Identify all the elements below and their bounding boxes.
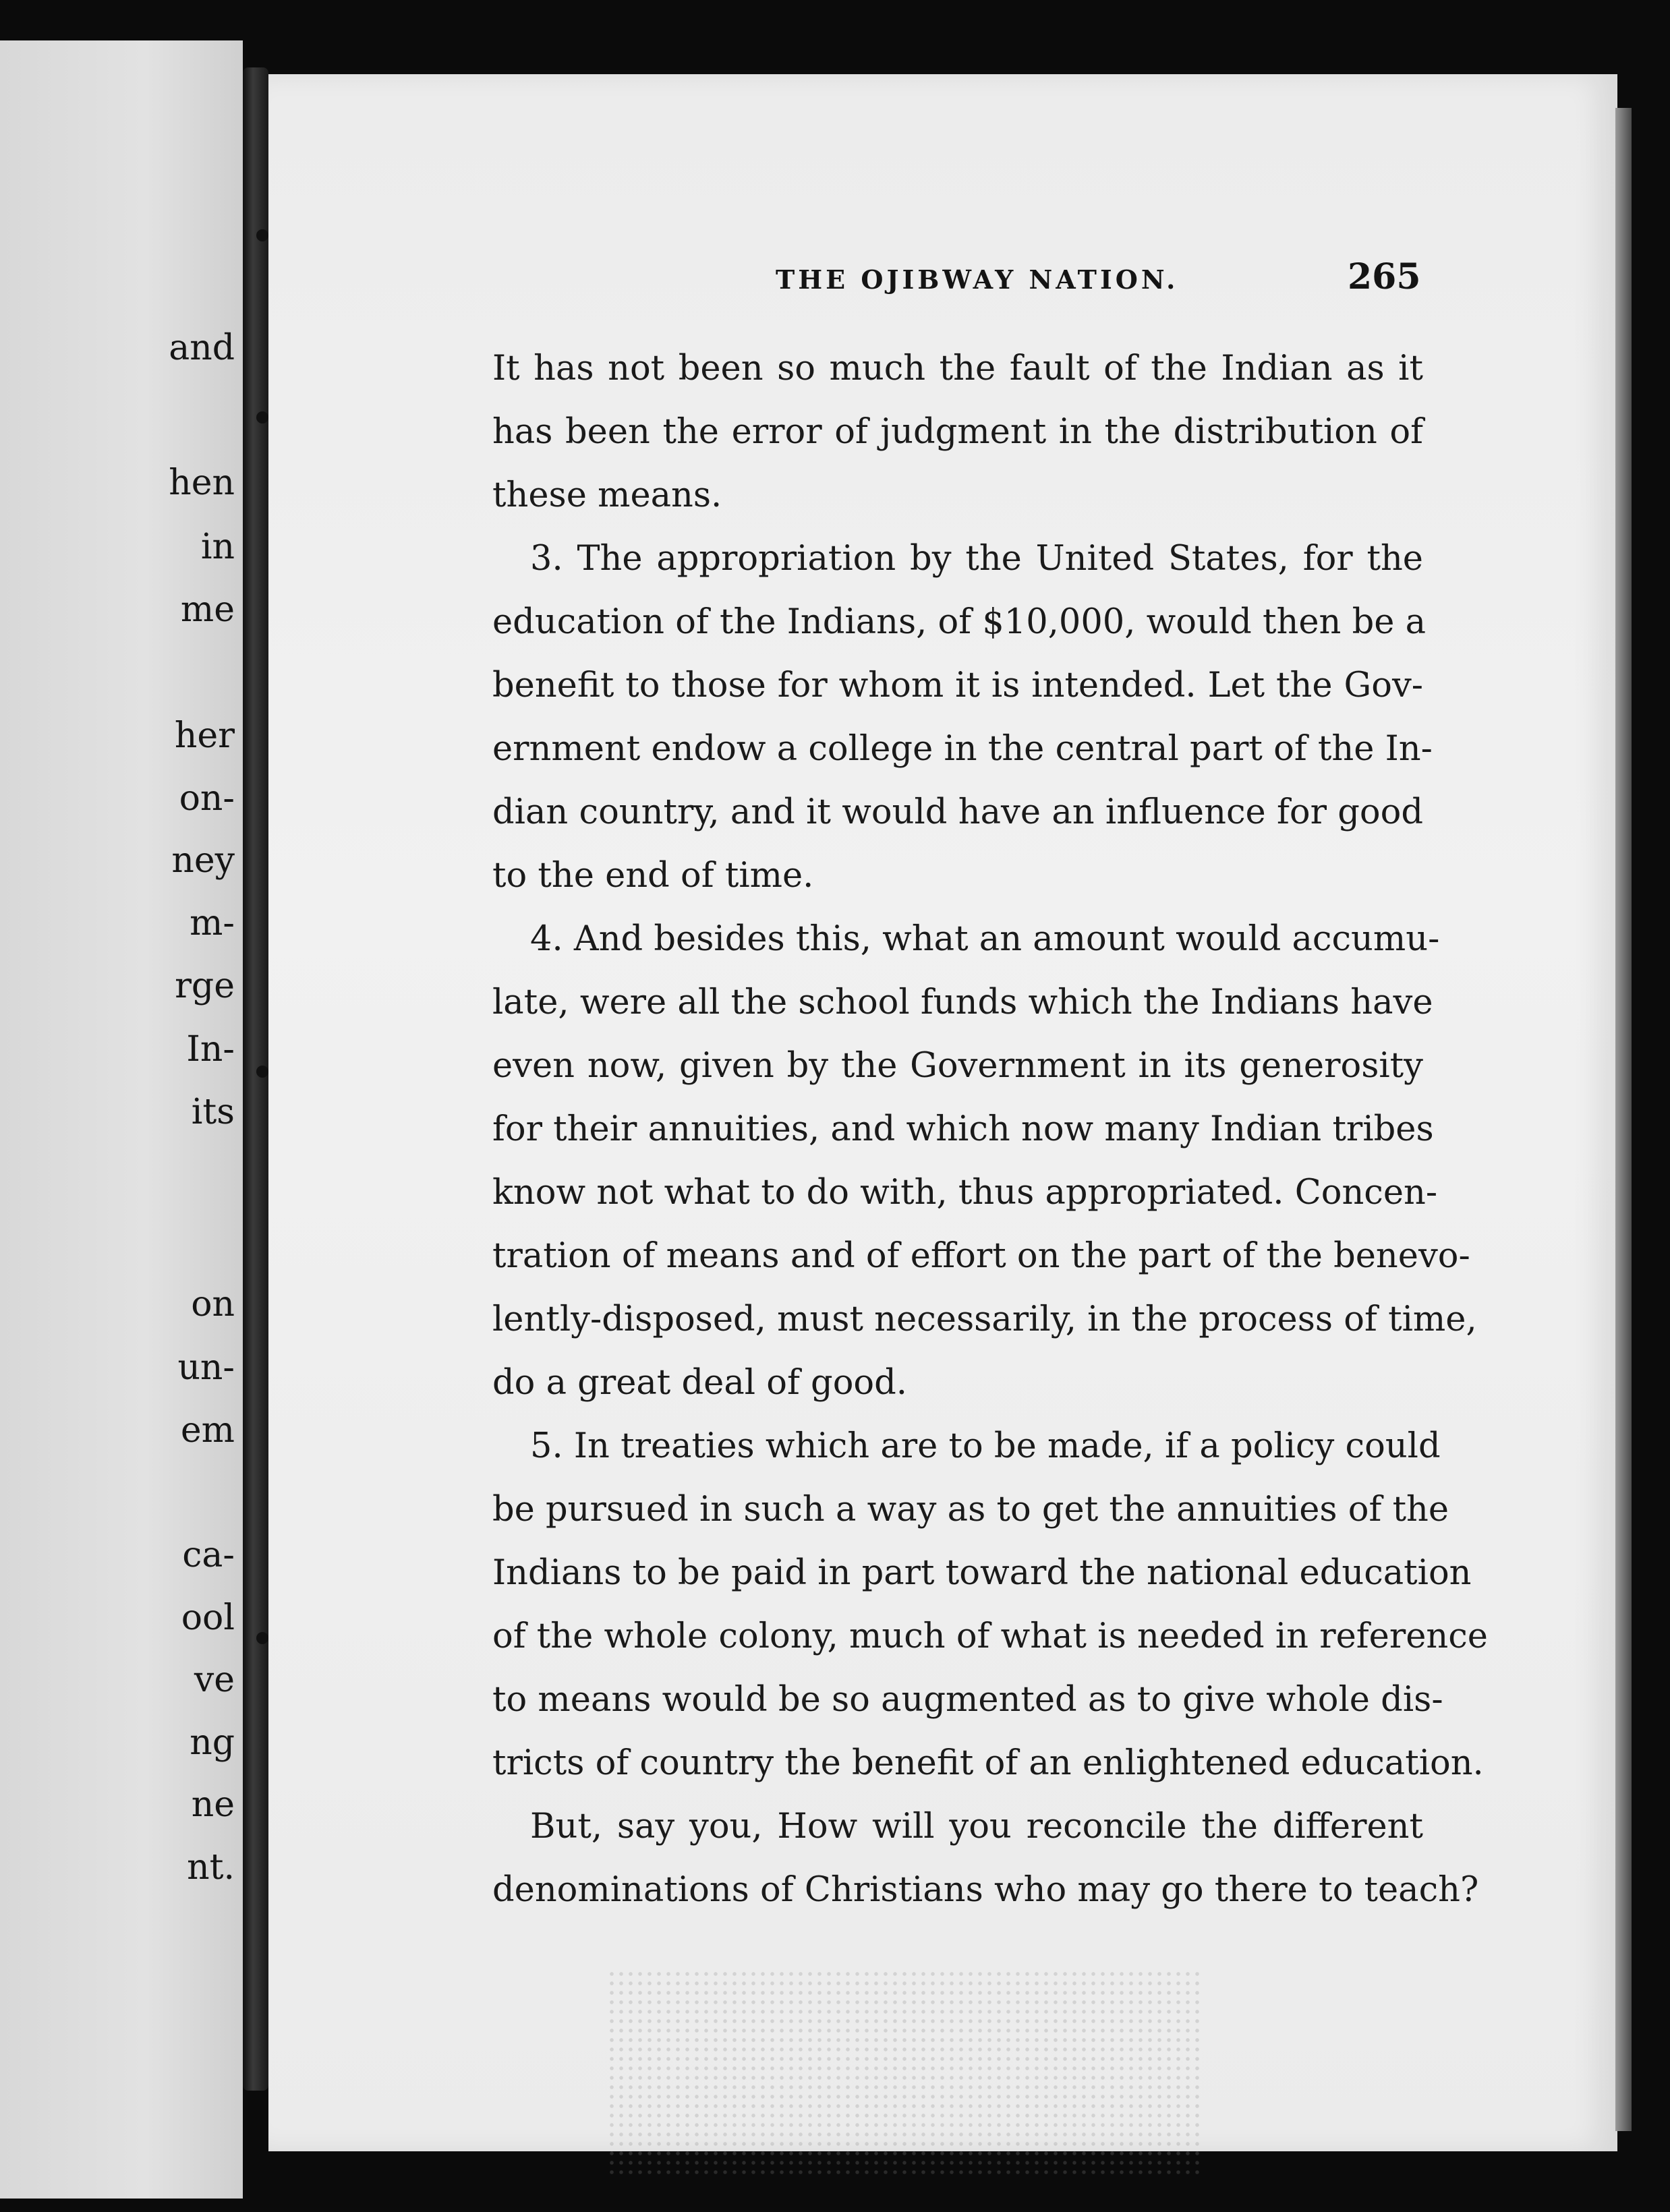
left-page-fragment: on xyxy=(191,1284,235,1325)
left-page-fragment: ng xyxy=(190,1722,235,1763)
left-page-fragment: and xyxy=(169,328,235,368)
text-line: denominations of Christians who may go there to teach? xyxy=(492,1870,1479,1910)
text-line: know not what to do with, thus appropriated. Concen- xyxy=(492,1173,1438,1213)
left-page-fragment: hen xyxy=(169,463,235,503)
book-spine xyxy=(243,67,268,2091)
text-line: dian country, and it would have an influence for good xyxy=(492,792,1423,832)
left-page-fragment: its xyxy=(191,1092,235,1132)
text-line: has been the error of judgment in the distribution of xyxy=(492,412,1423,452)
text-line: But, say you, How will you reconcile the different xyxy=(530,1807,1423,1846)
text-line: late, were all the school funds which the Indians have xyxy=(492,983,1433,1022)
text-line: benefit to those for whom it is intended. Let the Gov- xyxy=(492,666,1423,705)
page-edge-shadow xyxy=(1615,108,1632,2131)
text-line: tricts of country the benefit of an enlightened education. xyxy=(492,1743,1484,1783)
binding-stitch xyxy=(256,1632,268,1644)
left-page-fragment: in xyxy=(200,527,235,567)
left-page-fragment: nt. xyxy=(187,1847,235,1888)
binding-stitch xyxy=(256,411,268,424)
text-line: of the whole colony, much of what is needed in reference xyxy=(492,1617,1488,1656)
binding-stitch xyxy=(256,229,268,241)
body-text xyxy=(492,337,1488,1922)
left-facing-page xyxy=(0,40,243,2199)
text-line: to the end of time. xyxy=(492,856,814,896)
text-line: education of the Indians, of $10,000, would then be a xyxy=(492,602,1427,642)
running-head: THE OJIBWAY NATION. xyxy=(776,264,1179,295)
page-number: 265 xyxy=(1348,256,1421,297)
left-page-fragment: m- xyxy=(190,903,235,943)
perforated-library-stamp xyxy=(607,1969,1201,2178)
text-line: do a great deal of good. xyxy=(492,1363,907,1403)
left-page-fragment: ney xyxy=(171,840,235,881)
left-page-fragment: ool xyxy=(181,1598,235,1638)
text-line: Indians to be paid in part toward the national education xyxy=(492,1553,1472,1593)
text-line: be pursued in such a way as to get the annuities of the xyxy=(492,1490,1449,1530)
left-page-fragment: me xyxy=(180,589,235,630)
left-page-fragment: In- xyxy=(186,1029,235,1070)
text-line: It has not been so much the fault of the Indian as it xyxy=(492,349,1423,388)
text-line: 5. In treaties which are to be made, if a policy could xyxy=(530,1426,1441,1466)
left-page-fragment: un- xyxy=(177,1347,235,1388)
left-page-fragment: ca- xyxy=(182,1535,235,1575)
text-line: 3. The appropriation by the United States, for the xyxy=(530,539,1423,579)
left-page-fragment: ne xyxy=(191,1784,235,1825)
text-line: tration of means and of effort on the part of the benevo- xyxy=(492,1236,1470,1276)
binding-stitch xyxy=(256,1066,268,1078)
text-line: lently-disposed, must necessarily, in the process of time, xyxy=(492,1300,1477,1339)
left-page-fragment: rge xyxy=(175,966,235,1006)
text-line: for their annuities, and which now many Indian tribes xyxy=(492,1109,1434,1149)
text-line: even now, given by the Government in its generosity xyxy=(492,1046,1423,1086)
text-line: these means. xyxy=(492,475,722,515)
text-line: ernment endow a college in the central part of the In- xyxy=(492,729,1433,769)
text-line: to means would be so augmented as to give whole dis- xyxy=(492,1680,1443,1720)
left-page-fragment: on- xyxy=(179,778,235,819)
left-page-fragment: her xyxy=(174,716,235,756)
left-page-fragment: em xyxy=(180,1410,235,1451)
text-line: 4. And besides this, what an amount would accumu- xyxy=(530,919,1440,959)
left-page-fragment: ve xyxy=(194,1660,235,1700)
